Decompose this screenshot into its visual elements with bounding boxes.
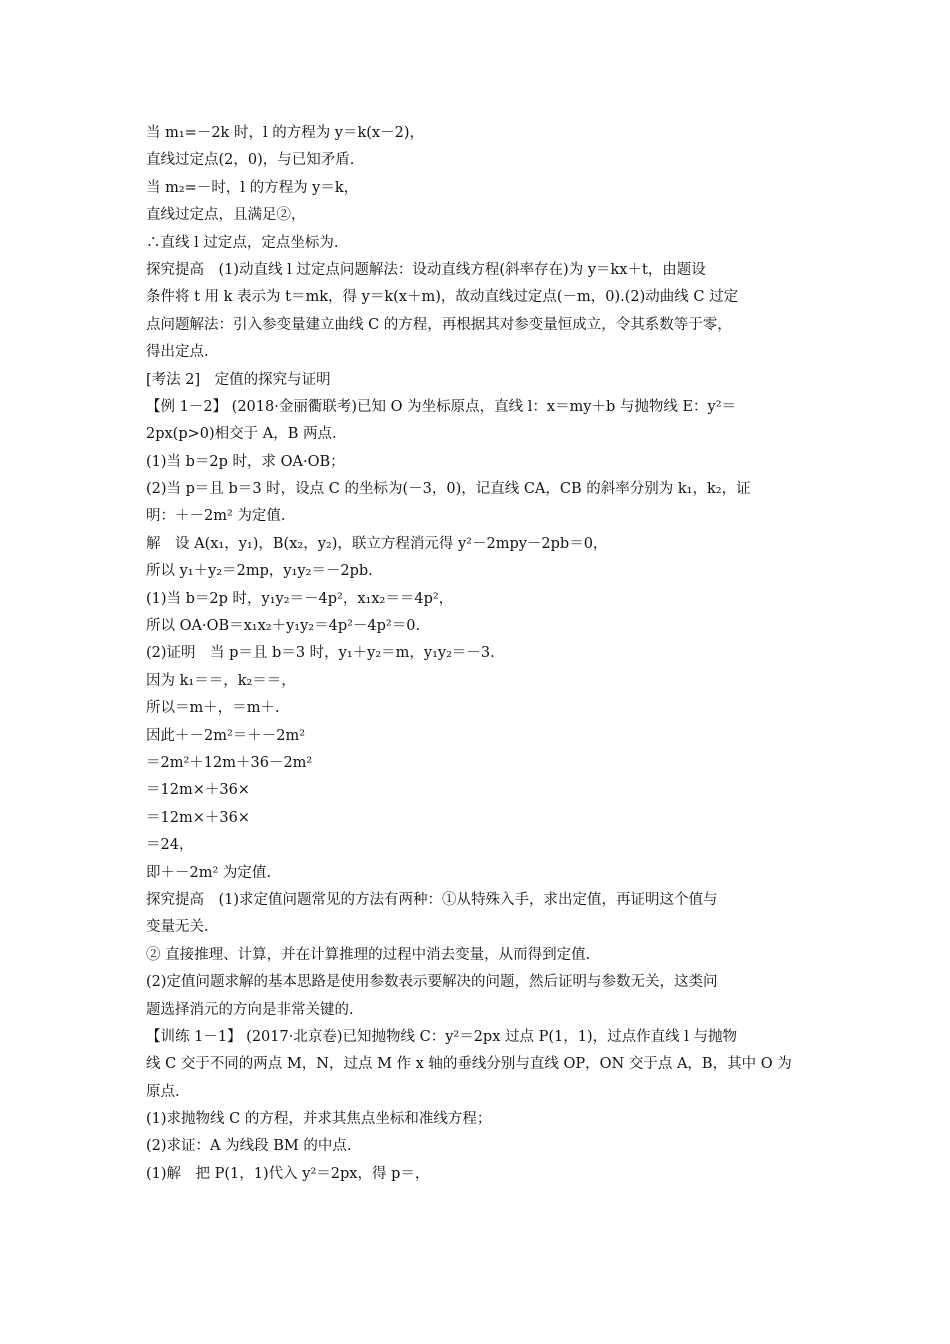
text-line: ＝12m×＋36× [146,782,250,799]
text-line: 直线过定点(2，0)，与已知矛盾. [146,152,355,169]
text-line: 变量无关. [146,919,209,936]
text-line: 所以 OA·OB＝x₁x₂＋y₁y₂＝4p²－4p²＝0. [146,618,421,635]
example-heading: 【例 1－2】 (2018·金丽衢联考)已知 O 为坐标原点，直线 l：x＝my＋b 与抛物线 E：y²＝ [146,398,737,415]
section-heading: [考法 2] 定值的探究与证明 [146,371,331,388]
text-line: ＝12m×＋36× [146,809,250,826]
text-line: 所以＝m＋，＝m＋. [146,700,280,717]
text-line: 解 设 A(x₁，y₁)，B(x₂，y₂)，联立方程消元得 y²－2mpy－2pb＝0， [146,535,608,552]
text-line: 点问题解法：引入参变量建立曲线 C 的方程，再根据其对参变量恒成立，令其系数等于零， [146,316,732,333]
text-line: 所以 y₁＋y₂＝2mp，y₁y₂＝－2pb. [146,563,373,580]
text-line: (2)证明 当 p＝且 b＝3 时，y₁＋y₂＝m，y₁y₂＝－3. [146,645,495,662]
text-line: 因为 k₁＝＝，k₂＝＝， [146,672,296,689]
text-line: 当 m₁=－2k 时，l 的方程为 y＝k(x－2)， [146,125,424,141]
text-line: ＝24， [146,837,194,854]
text-line: (2)定值问题求解的基本思路是使用参数表示要解决的问题，然后证明与参数无关，这类问 [146,974,718,991]
text-line: ＝2m²＋12m＋36－2m² [146,754,313,771]
exercise-heading: 【训练 1－1】 (2017·北京卷)已知抛物线 C：y²＝2px 过点 P(1，1)，过点作直线 l 与抛物 [146,1028,737,1045]
text-line: ∴直线 l 过定点，定点坐标为. [146,234,339,251]
text-line: ② 直接推理、计算，并在计算推理的过程中消去变量，从而得到定值. [146,946,591,963]
text-line: 探究提高 (1)动直线 l 过定点问题解法：设动直线方程(斜率存在)为 y＝kx＋t，由题设 [146,261,706,278]
text-line: (2)求证：A 为线段 BM 的中点. [146,1138,352,1155]
text-line: 线 C 交于不同的两点 M，N，过点 M 作 x 轴的垂线分别与直线 OP，ON 交于点 A，B，其中 O 为 [146,1056,792,1073]
text-line: 原点. [146,1083,180,1100]
text-line: (1)解 把 P(1，1)代入 y²＝2px，得 p＝， [146,1165,430,1182]
text-line: 条件将 t 用 k 表示为 t＝mk，得 y＝k(x＋m)，故动直线过定点(－m，0).(2)动曲线 C 过定 [146,289,739,306]
text-line: (1)当 b＝2p 时，y₁y₂＝－4p²，x₁x₂＝＝4p²， [146,590,454,607]
text-line: 直线过定点，且满足②， [146,207,306,224]
text-line: 即＋－2m² 为定值. [146,864,272,881]
text-line: 得出定点. [146,344,209,361]
text-line: (2)当 p＝且 b＝3 时，设点 C 的坐标为(－3，0)，记直线 CA，CB 的斜率分别为 k₁，k₂，证 [146,481,751,498]
text-line: 2px(p>0)相交于 A，B 两点. [146,426,337,443]
text-line: (1)当 b＝2p 时，求 OA·OB； [146,453,345,470]
text-line: 题选择消元的方向是非常关键的. [146,1001,354,1018]
text-line: 探究提高 (1)求定值问题常见的方法有两种：①从特殊入手，求出定值，再证明这个值与 [146,891,718,908]
document-body [146,120,816,1188]
text-line: (1)求抛物线 C 的方程，并求其焦点坐标和准线方程； [146,1111,492,1128]
text-line: 因此＋－2m²＝＋－2m² [146,727,306,744]
text-line: 当 m₂=－时，l 的方程为 y＝k， [146,179,359,196]
text-line: 明：＋－2m² 为定值. [146,508,286,525]
